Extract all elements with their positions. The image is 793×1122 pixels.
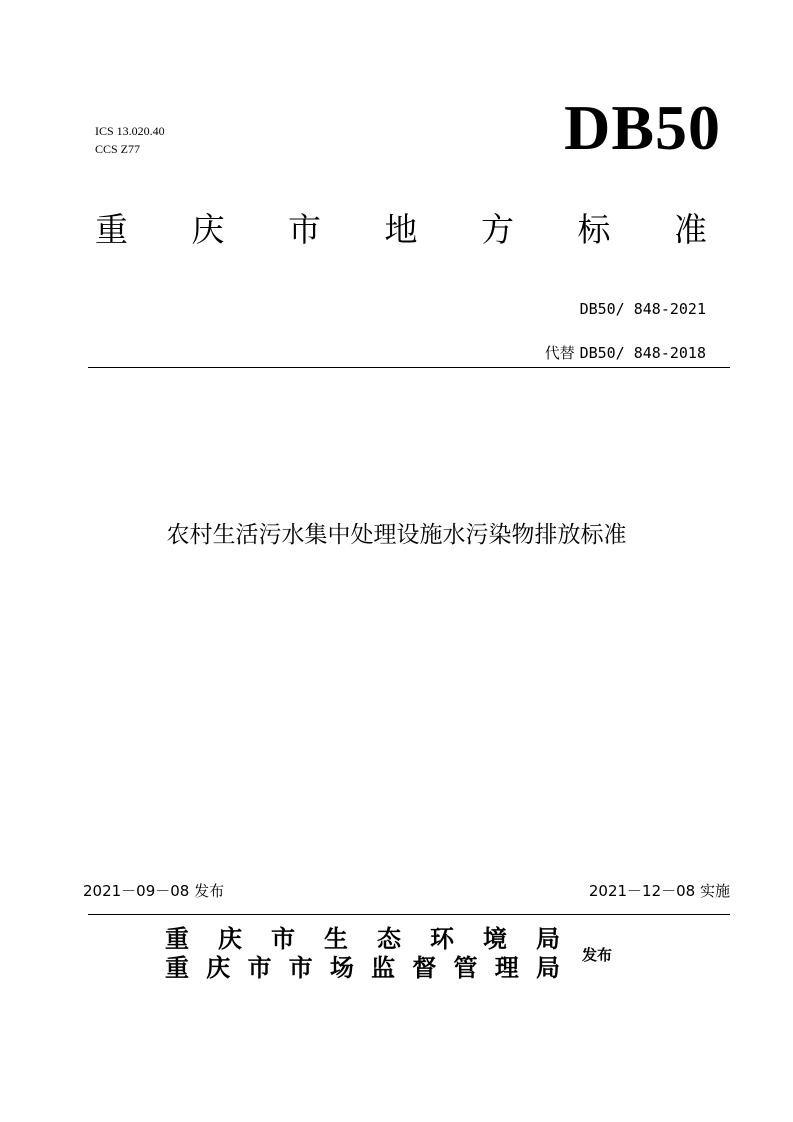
issuer-char: 理: [494, 954, 519, 982]
issuer-char: 局: [535, 954, 560, 982]
classification-codes: [95, 122, 165, 158]
top-divider: [88, 367, 730, 368]
issuer-char: 市: [247, 954, 272, 982]
issuer-char: 境: [483, 925, 507, 953]
issuer-char: 局: [536, 925, 560, 953]
issuer-char: 环: [430, 925, 454, 953]
replaces-line: [545, 342, 706, 363]
issuer-char: 督: [412, 954, 437, 982]
issuer-char: 监: [371, 954, 396, 982]
implement-date: 2021－12－08 实施: [588, 882, 730, 900]
ccs-code: CCS Z77: [95, 142, 141, 156]
category-char: 地: [384, 210, 418, 249]
ics-code: ICS 13.020.40: [95, 124, 165, 138]
issuer-char: 态: [377, 925, 401, 953]
document-title: 农村生活污水集中处理设施水污染物排放标准: [166, 522, 627, 548]
replaces-code: DB50/ 848-2018: [579, 344, 706, 362]
issuing-authorities: [165, 925, 560, 983]
issuer-char: 生: [324, 925, 348, 953]
issuer-char: 庆: [206, 954, 231, 982]
bottom-divider: [88, 914, 730, 915]
issuer-ecology-bureau: [165, 925, 560, 954]
replaces-prefix: 代替: [544, 344, 575, 362]
category-char: 准: [674, 210, 707, 249]
issuer-char: 管: [453, 954, 478, 982]
category-char: 庆: [191, 210, 225, 249]
category-char: 方: [481, 210, 514, 249]
category-char: 重: [95, 210, 128, 249]
category-char: 市: [288, 210, 321, 249]
issue-label: 发布: [582, 946, 613, 964]
category-char: 标: [577, 210, 611, 249]
issuer-char: 重: [165, 954, 189, 982]
issuer-char: 场: [329, 954, 354, 982]
issuer-char: 庆: [218, 925, 242, 953]
issuer-char: 市: [271, 925, 295, 953]
db-logo: DB50: [564, 92, 721, 163]
issuer-char: 重: [165, 925, 189, 953]
issuer-market-bureau: [165, 954, 560, 983]
standard-category-title: [95, 208, 707, 252]
issuer-char: 市: [288, 954, 313, 982]
standard-number: DB50/ 848-2021: [579, 300, 706, 318]
publish-date: 2021－09－08 发布: [83, 882, 225, 900]
